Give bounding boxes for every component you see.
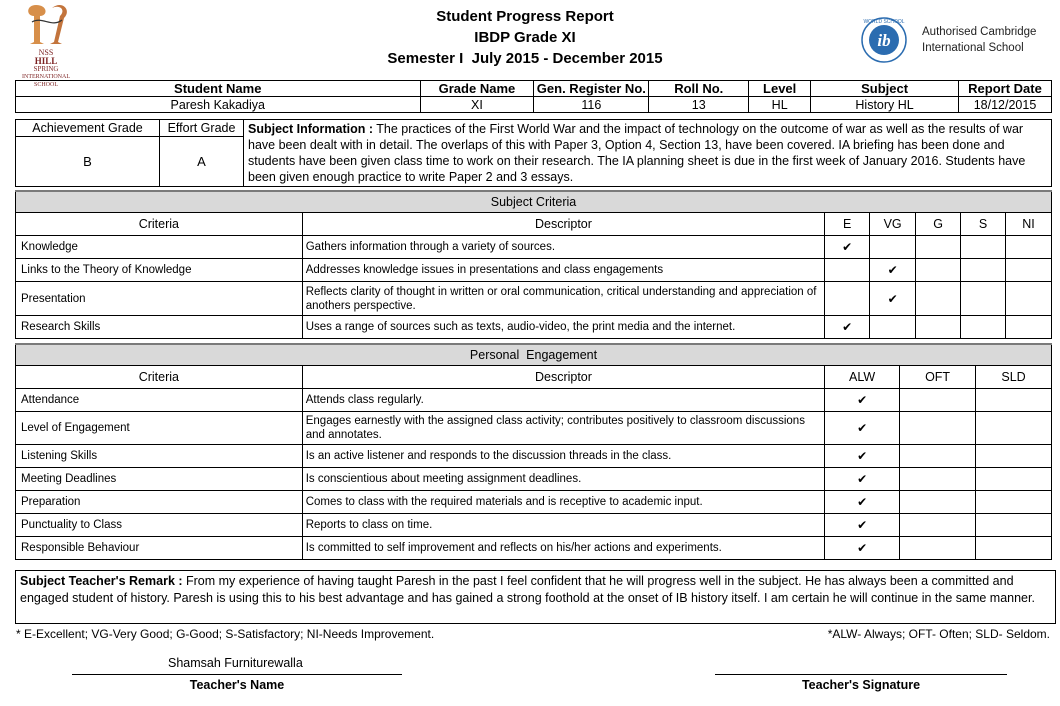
scale-column-header: S (961, 213, 1006, 236)
check-mark-cell: ✔ (825, 445, 900, 468)
criteria-cell: Responsible Behaviour (16, 537, 303, 560)
register-no-value: 116 (534, 97, 649, 113)
check-mark-cell (916, 282, 961, 316)
info-header-cell: Report Date (959, 81, 1052, 97)
table-row (16, 389, 1052, 412)
check-mark-cell (976, 412, 1052, 445)
check-mark-cell (976, 514, 1052, 537)
check-mark-cell: ✔ (825, 316, 870, 339)
subject-info-label: Subject Information : (248, 122, 373, 136)
descriptor-cell: Addresses knowledge issues in presentations and class engagements (302, 259, 824, 282)
achievement-grade-label: Achievement Grade (16, 120, 160, 137)
table-row (16, 412, 1052, 445)
subject-info-text: The practices of the First World War and the impact of technology on the outcome of war as well as the results of war have been dealt with in detail. The overlaps of this with Paper 3, Option 4, Section 13, have been covered. IA briefing has been done and students have been given class time to work on their research. The IA planning sheet is due in the first week of January 2016. Students have been given enough practice to write Paper 2 and 3 essays. (248, 122, 1026, 184)
criteria-column-header: Criteria (16, 213, 303, 236)
personal-engagement-table (15, 343, 1052, 560)
grade-legend: * E-Excellent; VG-Very Good; G-Good; S-Satisfactory; NI-Needs Improvement. (16, 627, 435, 641)
table-row (16, 282, 1052, 316)
logo-line: SPRING (33, 65, 59, 73)
descriptor-cell: Reports to class on time. (302, 514, 824, 537)
table-row (16, 537, 1052, 560)
check-mark-cell (976, 389, 1052, 412)
subject-criteria-table (15, 190, 1052, 339)
table-row (16, 468, 1052, 491)
check-mark-cell (900, 514, 976, 537)
check-mark-cell (870, 236, 916, 259)
criteria-cell: Meeting Deadlines (16, 468, 303, 491)
descriptor-column-header: Descriptor (302, 213, 824, 236)
scale-column-header: SLD (976, 366, 1052, 389)
criteria-cell: Knowledge (16, 236, 303, 259)
effort-grade-value: A (160, 137, 244, 187)
level-value: HL (749, 97, 811, 113)
info-header-cell: Grade Name (420, 81, 534, 97)
table-row (16, 316, 1052, 339)
ib-ring-text: WORLD SCHOOL (863, 19, 905, 25)
check-mark-cell (1006, 282, 1052, 316)
criteria-column-header: Criteria (16, 366, 303, 389)
check-mark-cell (825, 259, 870, 282)
descriptor-cell: Reflects clarity of thought in written or oral communication, critical understanding and appreciation of anothers perspective. (302, 282, 824, 316)
remark-label: Subject Teacher's Remark : (20, 574, 183, 588)
check-mark-cell (1006, 259, 1052, 282)
student-info-table (15, 80, 1052, 113)
check-mark-cell (916, 259, 961, 282)
check-mark-cell (976, 445, 1052, 468)
subject-criteria-title: Subject Criteria (16, 191, 1052, 213)
personal-engagement-title: Personal Engagement (16, 344, 1052, 366)
school-logo (14, 2, 78, 88)
grades-table (15, 119, 1052, 187)
info-header-cell: Subject (811, 81, 959, 97)
check-mark-cell: ✔ (825, 537, 900, 560)
criteria-cell: Links to the Theory of Knowledge (16, 259, 303, 282)
table-row (16, 236, 1052, 259)
check-mark-cell (900, 412, 976, 445)
ib-logo (858, 16, 910, 64)
roll-no-value: 13 (649, 97, 749, 113)
authorised-text (922, 24, 1036, 56)
check-mark-cell: ✔ (825, 412, 900, 445)
check-mark-cell: ✔ (825, 389, 900, 412)
scale-column-header: ALW (825, 366, 900, 389)
criteria-cell: Preparation (16, 491, 303, 514)
student-name-value: Paresh Kakadiya (16, 97, 421, 113)
check-mark-cell (916, 316, 961, 339)
logo-line: SCHOOL (33, 82, 58, 88)
logo-line: NSS (38, 48, 54, 57)
check-mark-cell: ✔ (825, 491, 900, 514)
check-mark-cell: ✔ (825, 236, 870, 259)
teacher-signature-label: Teacher's Signature (801, 678, 921, 692)
table-row (16, 491, 1052, 514)
logo-line: HILL (34, 56, 58, 66)
teacher-signature-line (715, 674, 1007, 675)
descriptor-cell: Is committed to self improvement and reflects on his/her actions and experiments. (302, 537, 824, 560)
check-mark-cell (976, 491, 1052, 514)
scale-column-header: NI (1006, 213, 1052, 236)
check-mark-cell: ✔ (870, 259, 916, 282)
report-title: Student Progress Report (436, 8, 614, 25)
criteria-cell: Level of Engagement (16, 412, 303, 445)
teacher-name-line (72, 674, 402, 675)
scale-column-header: E (825, 213, 870, 236)
check-mark-cell: ✔ (825, 468, 900, 491)
check-mark-cell (900, 468, 976, 491)
info-header-cell: Level (749, 81, 811, 97)
subject-value: History HL (811, 97, 959, 113)
report-date-value: 18/12/2015 (959, 97, 1052, 113)
logo-line: INTERNATIONAL (22, 74, 70, 80)
ib-logo-text: ib (877, 31, 891, 50)
remark-text: From my experience of having taught Paresh in the past I feel confident that he will progress well in the subject. He has always been a committed and engaged student of history. Paresh is using this to his best advantage and has gained a strong foothold at the onset of IB history itself. I am certain he will continue in the same manner. (20, 574, 1035, 605)
table-row (16, 259, 1052, 282)
scale-column-header: OFT (900, 366, 976, 389)
check-mark-cell (870, 316, 916, 339)
table-row (16, 445, 1052, 468)
info-header-row (16, 81, 1052, 97)
engagement-legend: *ALW- Always; OFT- Often; SLD- Seldom. (827, 627, 1050, 641)
teacher-name-value: Shamsah Furniturewalla (168, 656, 303, 670)
authorised-line: International School (922, 42, 1024, 54)
programme-title: IBDP Grade XI (474, 29, 576, 46)
check-mark-cell (900, 491, 976, 514)
descriptor-cell: Attends class regularly. (302, 389, 824, 412)
check-mark-cell: ✔ (825, 514, 900, 537)
ib-world-school-icon (858, 16, 910, 64)
check-mark-cell: ✔ (870, 282, 916, 316)
descriptor-cell: Comes to class with the required materials and is receptive to academic input. (302, 491, 824, 514)
descriptor-column-header: Descriptor (302, 366, 824, 389)
check-mark-cell (1006, 236, 1052, 259)
teacher-remark (15, 570, 1056, 624)
criteria-cell: Presentation (16, 282, 303, 316)
descriptor-cell: Engages earnestly with the assigned class activity; contributes positively to classroom discussions and annotates. (302, 412, 824, 445)
check-mark-cell (961, 236, 1006, 259)
info-value-row (16, 97, 1052, 113)
descriptor-cell: Uses a range of sources such as texts, audio-video, the print media and the internet. (302, 316, 824, 339)
achievement-grade-value: B (16, 137, 160, 187)
descriptor-cell: Gathers information through a variety of sources. (302, 236, 824, 259)
semester-title: Semester I July 2015 - December 2015 (387, 50, 663, 67)
criteria-cell: Attendance (16, 389, 303, 412)
criteria-cell: Research Skills (16, 316, 303, 339)
descriptor-cell: Is conscientious about meeting assignment deadlines. (302, 468, 824, 491)
info-header-cell: Student Name (16, 81, 421, 97)
check-mark-cell (961, 259, 1006, 282)
check-mark-cell (900, 537, 976, 560)
table-row (16, 514, 1052, 537)
criteria-cell: Punctuality to Class (16, 514, 303, 537)
criteria-cell: Listening Skills (16, 445, 303, 468)
check-mark-cell (900, 445, 976, 468)
info-header-cell: Roll No. (649, 81, 749, 97)
scale-column-header: VG (870, 213, 916, 236)
check-mark-cell (961, 282, 1006, 316)
check-mark-cell (961, 316, 1006, 339)
teacher-name-label: Teacher's Name (189, 678, 285, 692)
report-title-block (300, 6, 750, 69)
check-mark-cell (976, 468, 1052, 491)
check-mark-cell (825, 282, 870, 316)
descriptor-cell: Is an active listener and responds to the discussion threads in the class. (302, 445, 824, 468)
grade-name-value: XI (420, 97, 534, 113)
authorised-line: Authorised Cambridge (922, 26, 1037, 38)
info-header-cell: Gen. Register No. (534, 81, 649, 97)
effort-grade-label: Effort Grade (160, 120, 244, 137)
scale-column-header: G (916, 213, 961, 236)
check-mark-cell (1006, 316, 1052, 339)
subject-information (244, 120, 1052, 187)
check-mark-cell (900, 389, 976, 412)
school-crest-icon (14, 2, 78, 46)
check-mark-cell (916, 236, 961, 259)
check-mark-cell (976, 537, 1052, 560)
